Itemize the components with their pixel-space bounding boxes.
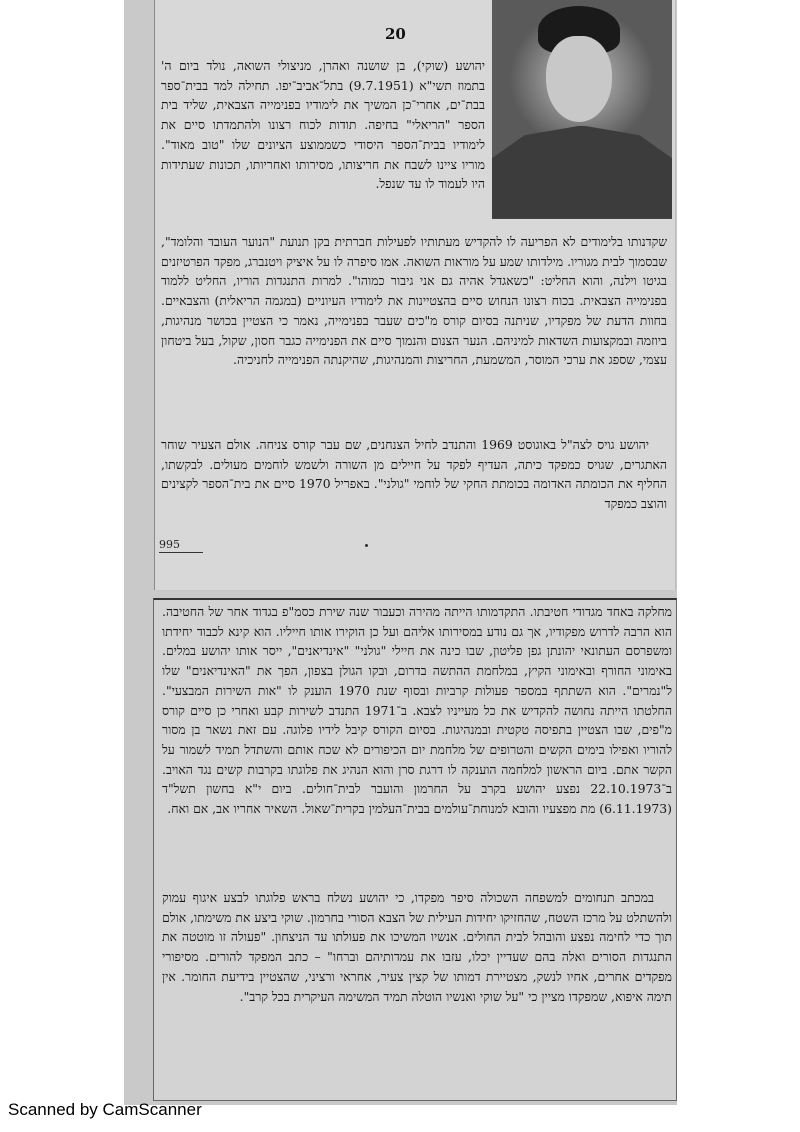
biography-paragraph-1b [161, 232, 667, 370]
photo-uniform [492, 126, 672, 218]
paragraph-text: שקדנותו בלימודים לא הפריעה לו להקדיש מעתותיו לפעילות חברתית בקן תנועת "הנוער העובד והלומד", שבסמוך לבית מגוריו. מילדותו שמע על מוראות השואה. אמו סיפרה לו על איציק ויטנברג, מפקד הפרטיזנים בגיטו וילנה, והוא החליט: "כשאגדל אהיה גם אני גיבור כמוהו". למרות התנגדות הוריו, החליט ללמוד בפנימייה הצבאית. בכוח רצונו הנחוש סיים בהצטיינות את לימודיו העיוניים (במגמה הריאלית) והצבאיים. בחוות הדעת של מפקדיו, שניתנה בסיום קורס מ"כים שעבר בפנימייה, נאמר כי הצטיין בכושר מנהיגות, ביוזמה ובמקצועות השדאות למיניהם. הנער הצנום והנמוך סיים את הפנימייה כגבר חסון, שקול, בעל ביטחון עצמי, שספג את ערכי המוסר, המשמעת, החריצות והמנהיגות, שהיקנתה הפנימייה לחניכיה. [161, 234, 667, 368]
entry-number: 20 [385, 25, 406, 43]
paragraph-text: יהושע (שוקי), בן שושנה ואהרן, מניצולי השואה, נולד ביום ה' בתמוז תשי"א (9.7.1951) בתל־אביב־יפו. תחילה למד בבית־ספר בבת־ים, אחרי־כן המשיך את לימודיו בפנימייה הצבאית, שליד בית הספר "הריאלי" בחיפה. תודות לכוח רצונו ולהתמדתו סיים את לימודיו בבית־הספר היסודי כשממוצע הציונים שלו "טוב מאוד". מוריו ציינו לשבח את חריצותו, מסירותו ואחריותו, תכונות שעתידות היו לעמוד לו עד שנפל. [161, 58, 485, 192]
paragraph-text: במכתב תנחומים למשפחה השכולה סיפר מפקדו, כי יהושע נשלח בראש פלוגתו לבצע איגוף עמוק ולהשתלט על מרכז השטח, שהחזיקו יחידות העילית של הצבא הסורי בחרמון. שוקי ביצע את משימתו, אולם תוך כדי לחימה נפצע והובהל לבית החולים. אנשיו המשיכו את פעולתו עד הניצחון. "פעולה זו מוטטה את התנגדות הסורים ואלה בהם שעדיין יכלו, עזבו את עמדותיהם וברחו" – כתב המפקד להורים. מסיפורי מפקדים אחרים, אחיו לנשק, מצטיירת דמותו של קצין צעיר, אחראי ורציני, שהצטיין בידיעת החומר. אין תימה איפוא, שמפקדו מציין כי "על שוקי ואנשיו הוטלה תמיד המשימה העיקרית בכל קרב". [162, 890, 672, 1004]
biography-paragraph-2 [161, 435, 667, 514]
biography-paragraph-3 [162, 602, 672, 819]
scan-dot [365, 544, 368, 547]
photo-face [546, 36, 612, 122]
portrait-photo [492, 0, 672, 219]
page-number: 995 [159, 538, 203, 553]
article-clip-top [154, 0, 676, 590]
paragraph-text: מחלקה באחד מגדודי חטיבתו. התקדמותו הייתה מהירה וכעבור שנה שירת כסמ"פ בגדוד אחר של החטיבה. הוא הרבה לדרוש מפקודיו, אך גם נודע במסירותו אליהם ועל כן הוקירו אותו חייליו. הוא קינא לכבוד יחידתו ומשפרסם העתונאי יהונתן גפן פליטון, שבו כינה את חיילי "גולני" "אינדיאנים", ייסר אותו יהושע במלים. באימוני החורף ובאימוני הקיץ, במלחמת ההתשה בדרום, ובקו הגולן בצפון, הפך את "האינדיאנים" שלו ל"נמרים". הוא השתתף במספר פעולות קרביות ובסוף שנת 1970 הוענק לו "אות השירות המבצעי". החלטתו הייתה נחושה להקדיש את כל מעייניו לצבא. ב־1971 התנדב לשירות קבע ואחרי כן סיים קורס מ"פים, שבו הצטיין בתפיסה טקטית ובמנהיגות. בסיום הקורס קיבל לידיו פלוגה. עם זאת נשאר בן מסור להוריו ואפילו בימים הקשים והטרופים של מלחמת יום הכיפורים לא שכח אותם והשתדל תמיד לשמור על הקשר אתם. ביום הראשון למלחמה הוענקה לו דרגת סרן והוא הנהיג את פלוגתו בקרבות קשים נגד האויב. ב־22.10.1973 נפצע יהושע בקרב על החרמון והועבר לבית־חולים. ביום י"א בחשון תשל"ד (6.11.1973) מת מפצעיו והובא למנוחת־עולמים בבית־העלמין בקרית־שאול. השאיר אחריו אב, אם ואח. [162, 604, 672, 817]
biography-paragraph-1a [161, 56, 485, 194]
condolence-paragraph [162, 888, 672, 1006]
scanner-watermark: Scanned by CamScanner [8, 1100, 202, 1119]
paragraph-text: יהושע גויס לצה"ל באוגוסט 1969 והתנדב לחיל הצנחנים, שם עבר קורס צניחה. אולם הצעיר שוחר האתגרים, שגויס כמפקד כיתה, העדיף לפקד על חיילים מן השורה ולשמש לוחמים מעולים. לבקשתו, החליף את הכומתה האדומה בכומתת החקי של לוחמי "גולני". באפריל 1970 סיים את בית־הספר לקצינים והוצב כמפקד [161, 437, 667, 512]
article-clip-bottom [153, 598, 677, 1101]
